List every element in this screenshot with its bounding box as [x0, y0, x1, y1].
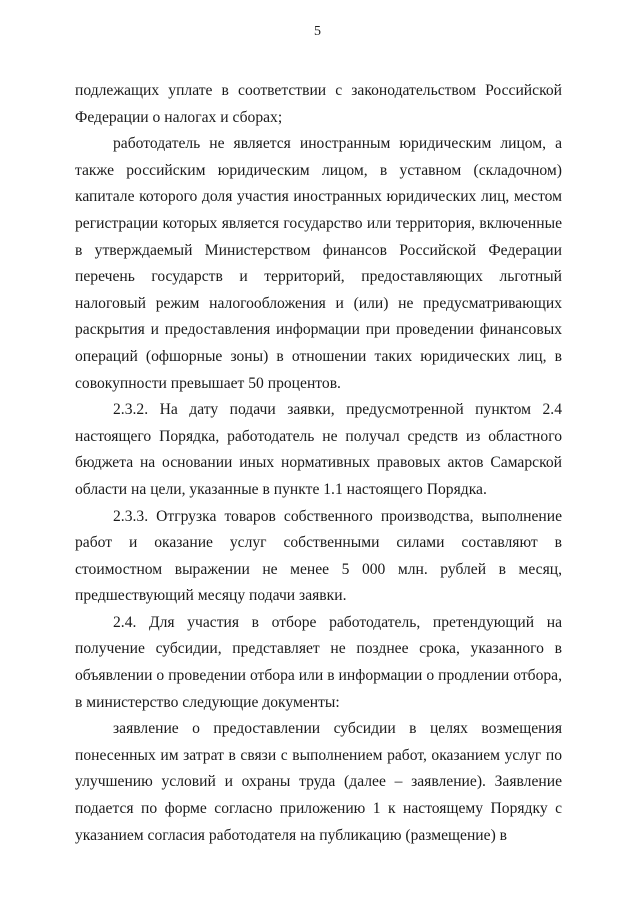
paragraph-3: 2.3.2. На дату подачи заявки, предусмотренной пунктом 2.4 настоящего Порядка, работодатель не получал средств из областного бюджета на основании иных нормативных правовых актов Самарской области на цели, указанные в пункте 1.1 настоящего Порядка.	[75, 401, 562, 498]
paragraph-5: 2.4. Для участия в отборе работодатель, претендующий на получение субсидии, представляет не позднее срока, указанного в объявлении о проведении отбора или в информации о продлении отбора, в министерство следующие документы:	[75, 613, 562, 711]
paragraph-1: подлежащих уплате в соответствии с законодательством Российской Федерации о налогах и сборах;	[75, 82, 562, 126]
paragraph-4: 2.3.3. Отгрузка товаров собственного производства, выполнение работ и оказание услуг собственными силами составляют в стоимостном выражении не менее 5 000 млн. рублей в месяц, предшествующий месяцу подачи заявки.	[75, 507, 562, 605]
document-body	[75, 78, 562, 849]
page-number: 5	[314, 24, 321, 39]
paragraph-6: заявление о предоставлении субсидии в целях возмещения понесенных им затрат в связи с выполнением работ, оказанием услуг по улучшению условий и охраны труда (далее – заявление). Заявление подается по форме согласно приложению 1 к настоящему Порядку с указанием согласия работодателя на публикацию (размещение) в	[75, 720, 562, 844]
paragraph-2: работодатель не является иностранным юридическим лицом, а также российским юридическим лицом, в уставном (складочном) капитале которого доля участия иностранных юридических лиц, местом регистрации которых является государство или территория, включенные в утверждаемый Министерством финансов Российской Федерации перечень государств и территорий, предоставляющих льготный налоговый режим налогообложения и (или) не предусматривающих раскрытия и предоставления информации при проведении финансовых операций (офшорные зоны) в отношении таких юридических лиц, в совокупности превышает 50 процентов.	[75, 135, 562, 392]
